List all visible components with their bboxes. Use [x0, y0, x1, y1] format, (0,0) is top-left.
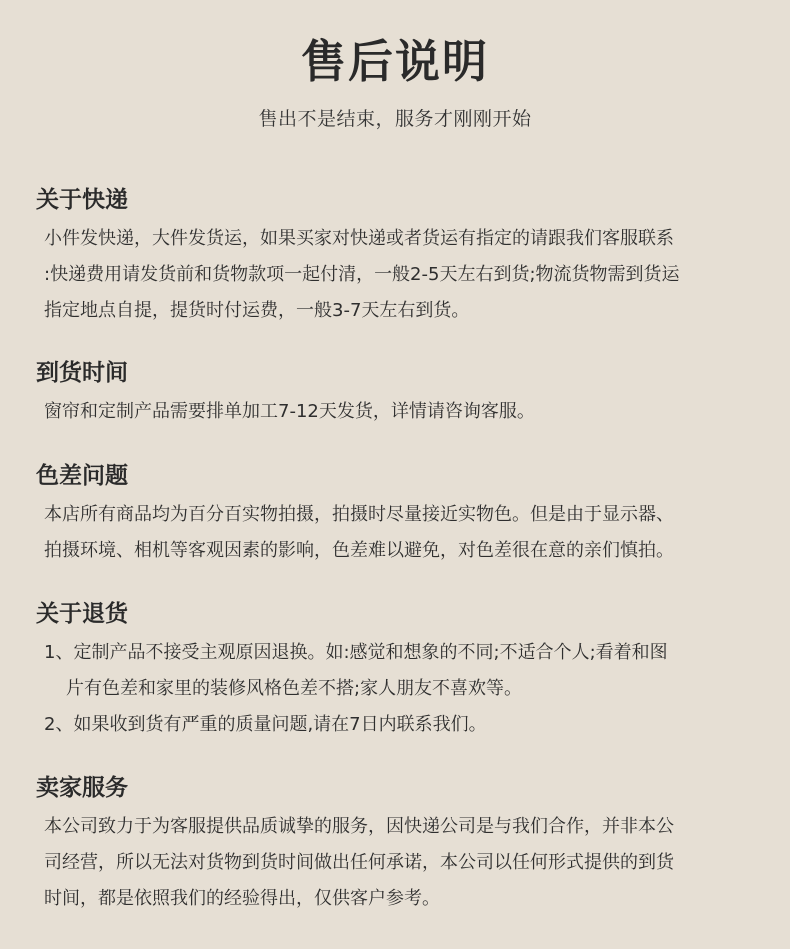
paragraph-line: 本店所有商品均为百分百实物拍摄，拍摄时尽量接近实物色。但是由于显示器、: [44, 504, 674, 525]
paragraph-line: 时间，都是依照我们的经验得出，仅供客户参考。: [44, 888, 440, 909]
paragraph-line: 1、定制产品不接受主观原因退换。如:感觉和想象的不同;不适合个人;看着和图: [44, 642, 668, 663]
section-returns: [36, 599, 766, 743]
section-delivery-time: [36, 358, 766, 430]
section-shipping: [36, 185, 766, 329]
paragraph-line: 窗帘和定制产品需要排单加工7-12天发货，详情请咨询客服。: [44, 401, 535, 422]
section-heading-shipping: 关于快递: [36, 187, 128, 213]
paragraph-line: 2、如果收到货有严重的质量问题,请在7日内联系我们。: [44, 714, 487, 735]
section-color-difference: [36, 461, 766, 569]
section-heading-returns: 关于退货: [36, 601, 128, 627]
section-body-returns: [36, 635, 766, 743]
paragraph-line: :快递费用请发货前和货物款项一起付清，一般2-5天左右到货;物流货物需到货运: [44, 264, 680, 285]
section-heading-delivery-time: 到货时间: [36, 360, 128, 386]
section-body-seller-service: [36, 809, 766, 917]
section-body-color-difference: [36, 497, 766, 569]
section-heading-seller-service: 卖家服务: [36, 775, 128, 801]
page-title: 售后说明: [300, 35, 489, 88]
section-seller-service: [36, 773, 766, 917]
paragraph-line: 拍摄环境、相机等客观因素的影响，色差难以避免，对色差很在意的亲们慎拍。: [44, 540, 674, 561]
paragraph-line: 片有色差和家里的装修风格色差不搭;家人朋友不喜欢等。: [66, 678, 523, 699]
page-subtitle: 售出不是结束，服务才刚刚开始: [258, 108, 532, 130]
section-heading-color-difference: 色差问题: [36, 463, 128, 489]
paragraph-line: 本公司致力于为客服提供品质诚挚的服务，因快递公司是与我们合作，并非本公: [44, 816, 674, 837]
section-body-delivery-time: [36, 394, 766, 430]
section-body-shipping: [36, 221, 766, 329]
paragraph-line: 指定地点自提，提货时付运费，一般3-7天左右到货。: [44, 300, 470, 321]
paragraph-line: 司经营，所以无法对货物到货时间做出任何承诺，本公司以任何形式提供的到货: [44, 852, 674, 873]
paragraph-line: 小件发快递，大件发货运，如果买家对快递或者货运有指定的请跟我们客服联系: [44, 228, 674, 249]
